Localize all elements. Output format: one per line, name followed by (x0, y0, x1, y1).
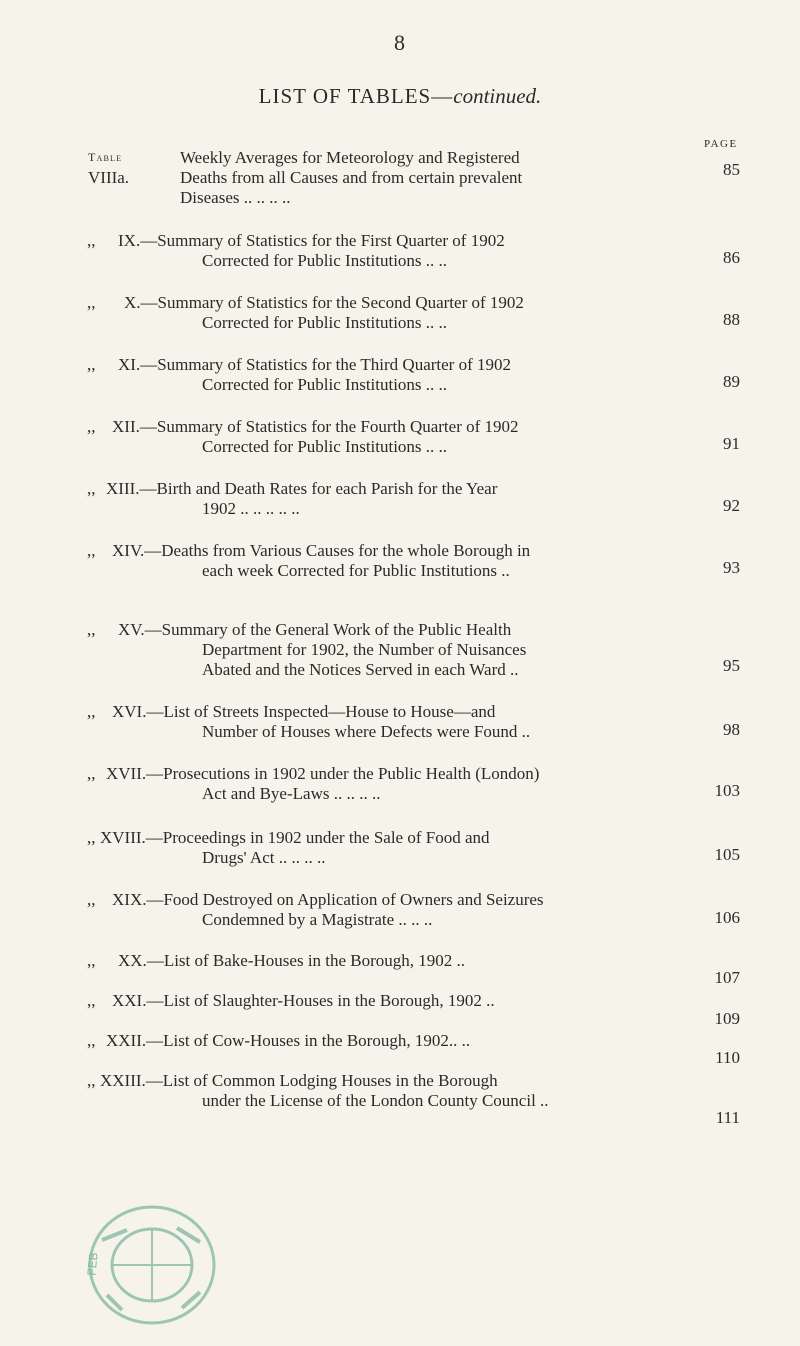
page-reference: 89 (723, 372, 740, 391)
ditto-mark: ,, (87, 951, 96, 970)
table-number: XVIII. (100, 828, 146, 847)
ditto-mark: ,, (87, 479, 96, 498)
ditto-mark: ,, (87, 1071, 96, 1090)
table-number: XII. (112, 417, 140, 436)
table-title-line: Corrected for Public Institutions .. .. (202, 251, 448, 270)
table-title-line: each week Corrected for Public Institutions .. (202, 561, 510, 580)
page-reference: 85 (723, 160, 740, 179)
ditto-mark: ,, (87, 293, 96, 312)
page-column-header: PAGE (704, 138, 738, 150)
page-reference: 86 (723, 248, 740, 267)
table-number: XI. (118, 355, 141, 374)
table-title-line: Corrected for Public Institutions .. .. (202, 313, 448, 332)
table-number: XVI. (112, 702, 147, 721)
table-number: XIII. (106, 479, 140, 498)
ditto-mark: ,, (87, 1031, 96, 1050)
ditto-mark: ,, (87, 764, 96, 783)
table-title-line: —Proceedings in 1902 under the Sale of Food and (145, 828, 490, 847)
page-reference: 107 (714, 968, 740, 987)
table-title-line: —Summary of Statistics for the Second Quarter of 1902 (140, 293, 524, 312)
title-main: LIST OF TABLES— (258, 84, 454, 108)
table-title-line: —Deaths from Various Causes for the whole Borough in (144, 541, 531, 560)
table-title-line: —List of Streets Inspected—House to House—and (146, 702, 496, 721)
table-title-line: Department for 1902, the Number of Nuisances (202, 640, 527, 659)
page-reference: 105 (714, 845, 740, 864)
ditto-mark: ,, (87, 417, 96, 436)
page-reference: 93 (723, 558, 740, 577)
table-title-line: Deaths from all Causes and from certain prevalent (180, 168, 523, 187)
table-title-line: Diseases .. .. .. .. (180, 188, 291, 207)
table-number: XXI. (112, 991, 147, 1010)
table-number: XIV. (112, 541, 145, 560)
table-title-line: Corrected for Public Institutions .. .. (202, 375, 448, 394)
title-continued: continued. (453, 84, 542, 108)
table-title-line: —Summary of Statistics for the Third Quarter of 1902 (140, 355, 511, 374)
table-column-header: Table (88, 150, 123, 164)
ditto-mark: ,, (87, 231, 96, 250)
page-reference: 95 (723, 656, 740, 675)
page-reference: 91 (723, 434, 740, 453)
table-title-line: —List of Slaughter-Houses in the Borough, 1902 .. (146, 991, 495, 1010)
table-title-line: Corrected for Public Institutions .. .. (202, 437, 448, 456)
table-title-line: —List of Bake-Houses in the Borough, 1902 .. (146, 951, 466, 970)
table-title-line: Abated and the Notices Served in each Ward .. (202, 660, 519, 679)
table-title-line: —List of Cow-Houses in the Borough, 1902.. .. (146, 1031, 471, 1050)
page-reference: 88 (723, 310, 740, 329)
ditto-mark: ,, (87, 355, 96, 374)
page-reference: 106 (714, 908, 740, 927)
table-number: XV. (118, 620, 145, 639)
ditto-mark: ,, (87, 702, 96, 721)
table-title-line: —Birth and Death Rates for each Parish for the Year (139, 479, 498, 498)
table-number: XVII. (106, 764, 147, 783)
table-title-line: —List of Common Lodging Houses in the Borough (145, 1071, 498, 1090)
table-number: VIIIa. (88, 168, 130, 187)
table-title-line: —Prosecutions in 1902 under the Public Health (London) (146, 764, 540, 783)
table-title-line: —Food Destroyed on Application of Owners and Seizures (146, 890, 544, 909)
library-stamp (82, 1200, 222, 1330)
ditto-mark: ,, (87, 828, 96, 847)
table-title-line: —Summary of Statistics for the First Quarter of 1902 (140, 231, 505, 250)
table-title-line: Condemned by a Magistrate .. .. .. (202, 910, 433, 929)
ditto-mark: ,, (87, 890, 96, 909)
table-title-line: Number of Houses where Defects were Found .. (202, 722, 531, 741)
table-number: IX. (118, 231, 141, 250)
ditto-mark: ,, (87, 620, 96, 639)
page-reference: 92 (723, 496, 740, 515)
page-number: 8 (394, 30, 406, 55)
table-title-line: Weekly Averages for Meteorology and Registered (180, 148, 520, 167)
page-reference: 103 (714, 781, 740, 800)
table-number: X. (124, 293, 141, 312)
table-number: XIX. (112, 890, 147, 909)
page-reference: 111 (715, 1108, 740, 1127)
table-title-line: under the License of the London County Council .. (202, 1091, 549, 1110)
page-reference: 98 (723, 720, 740, 739)
table-number: XXIII. (100, 1071, 146, 1090)
page-reference: 110 (715, 1048, 740, 1067)
page-title (0, 84, 800, 109)
table-title-line: —Summary of the General Work of the Public Health (144, 620, 512, 639)
page-reference: 109 (714, 1009, 740, 1028)
ditto-mark: ,, (87, 991, 96, 1010)
stamp-text: FEB (84, 1251, 101, 1277)
table-number: XX. (118, 951, 147, 970)
table-title-line: 1902 .. .. .. .. .. (202, 499, 300, 518)
table-number: XXII. (106, 1031, 147, 1050)
ditto-mark: ,, (87, 541, 96, 560)
table-title-line: Act and Bye-Laws .. .. .. .. (202, 784, 381, 803)
table-title-line: Drugs' Act .. .. .. .. (202, 848, 326, 867)
table-title-line: —Summary of Statistics for the Fourth Quarter of 1902 (139, 417, 519, 436)
